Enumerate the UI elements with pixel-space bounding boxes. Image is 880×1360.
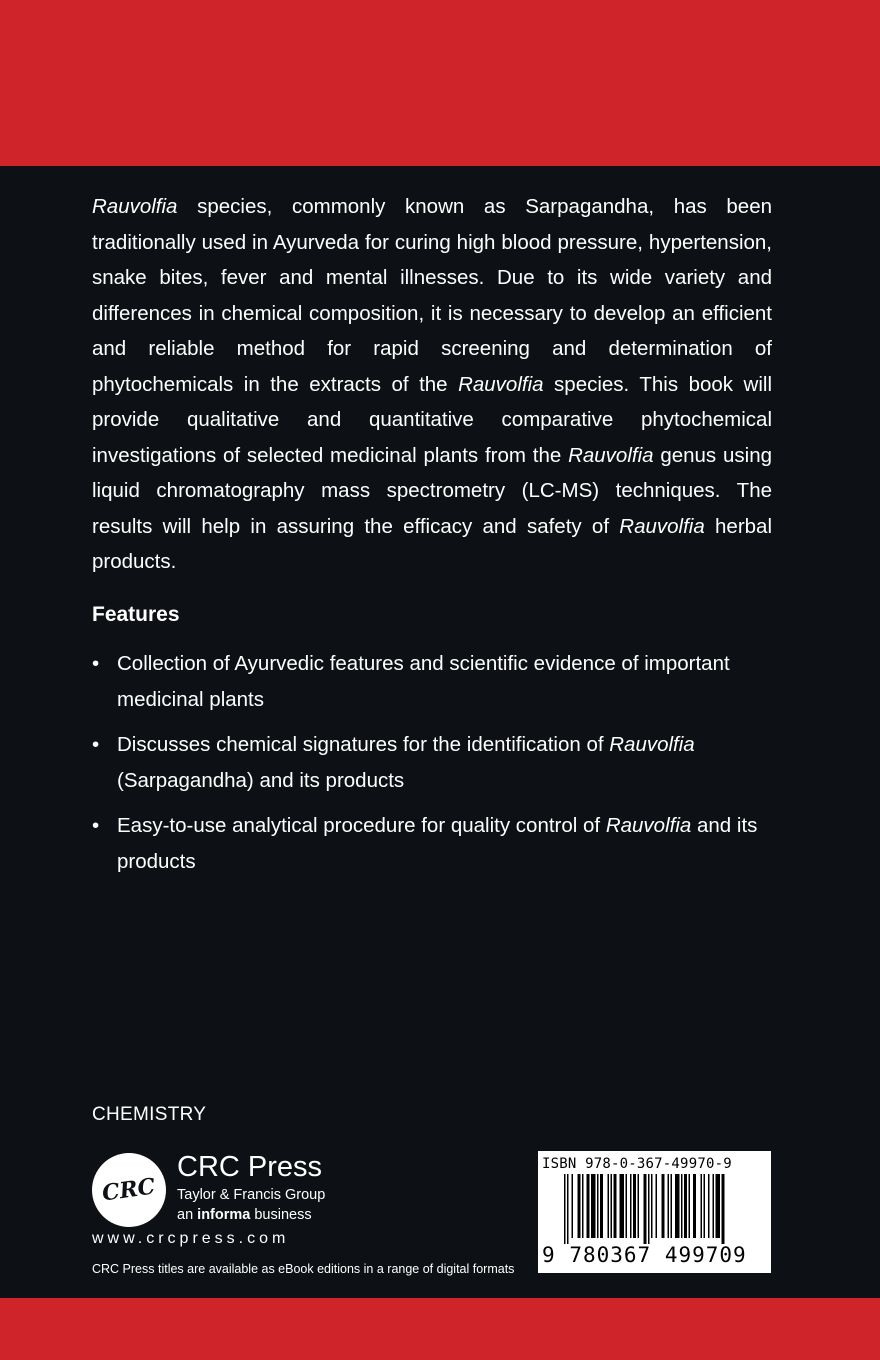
barcode-bar	[620, 1174, 625, 1238]
barcode-bar	[656, 1174, 658, 1238]
genus-name: Rauvolfia	[458, 372, 544, 396]
feature-text: (Sarpagandha) and its products	[117, 768, 405, 792]
barcode-bar	[587, 1174, 590, 1238]
barcode-bar	[591, 1174, 596, 1238]
ean-first-digit: 9	[542, 1243, 556, 1267]
feature-text: Collection of Ayurvedic features and scientific evidence of important medicinal plants	[117, 652, 730, 711]
bullet-icon: •	[92, 814, 100, 837]
bottom-red-band	[0, 1298, 880, 1360]
genus-name: Rauvolfia	[92, 195, 178, 218]
barcode-bar	[630, 1174, 632, 1238]
blurb-text: species. This book will provide qualitative and quantitative comparative phytochemical investigations of selected medicinal plants from the	[92, 372, 773, 467]
feature-item	[92, 646, 782, 717]
barcode-bar	[582, 1174, 584, 1238]
blurb-text: herbal products.	[92, 514, 772, 573]
barcode-bar	[701, 1174, 703, 1238]
barcode-bar	[675, 1174, 680, 1238]
publisher-tagline	[177, 1205, 325, 1225]
feature-item	[92, 808, 782, 879]
genus-name: Rauvolfia	[568, 443, 654, 467]
publisher-block	[177, 1151, 325, 1225]
barcode-bar	[608, 1174, 610, 1238]
blurb-text: genus using liquid chromatography mass spectrometry (LC-MS) techniques. The results will help in assuring the efficacy and safety of	[92, 443, 772, 538]
subject-category: CHEMISTRY	[92, 1104, 207, 1125]
barcode-bar	[713, 1174, 715, 1238]
genus-name: Rauvolfia	[619, 514, 705, 538]
barcode-bar	[668, 1174, 670, 1238]
features-heading: Features	[92, 603, 180, 626]
barcode-bar	[648, 1174, 650, 1244]
barcode-bar	[600, 1174, 603, 1238]
publisher-group: Taylor & Francis Group	[177, 1187, 326, 1203]
barcode-bar	[716, 1174, 721, 1238]
feature-item	[92, 727, 782, 798]
barcode-bar	[611, 1174, 613, 1238]
barcode-bar	[681, 1174, 683, 1238]
tagline-text: an	[177, 1207, 198, 1223]
top-red-band	[0, 0, 880, 166]
tagline-brand: informa	[197, 1207, 251, 1223]
ean-rest-digits: 780367 499709	[569, 1243, 747, 1267]
barcode-bar	[614, 1174, 617, 1238]
feature-text: and its products	[117, 814, 758, 873]
publisher-name: CRC Press	[177, 1151, 323, 1183]
tagline-text: business	[250, 1207, 312, 1223]
barcode-bar	[567, 1174, 569, 1244]
ean-digits	[542, 1244, 767, 1266]
back-cover-blurb	[92, 189, 772, 580]
barcode-bar	[671, 1174, 673, 1238]
feature-text: Discusses chemical signatures for the identification of	[117, 733, 610, 756]
barcode-bar	[644, 1174, 647, 1244]
barcode-bar	[662, 1174, 665, 1238]
blurb-text: species, commonly known as Sarpagandha, has been traditionally used in Ayurveda for curing high blood pressure, hypertension, snake bites, fever and mental illnesses. Due to its wide variety and differences in chemical composition, it is necessary to develop an efficient and reliable method for rapid screening and determination of phytochemicals in the extracts of the	[92, 195, 772, 396]
barcode-box	[538, 1151, 771, 1273]
bullet-icon: •	[92, 652, 100, 675]
barcode-bar	[651, 1174, 653, 1238]
barcode-bars	[542, 1174, 767, 1244]
logo-text: CRC	[100, 1173, 158, 1207]
feature-text: Easy-to-use analytical procedure for quality control of	[117, 814, 606, 837]
barcode-bar	[578, 1174, 581, 1238]
ebook-note: CRC Press titles are available as eBook editions in a range of digital formats	[92, 1262, 515, 1276]
barcode-bar	[597, 1174, 599, 1238]
isbn-text: ISBN 978-0-367-49970-9	[542, 1156, 732, 1172]
bullet-icon: •	[92, 733, 100, 756]
publisher-website: www.crcpress.com	[92, 1230, 290, 1247]
barcode-bar	[689, 1174, 691, 1238]
barcode-bar	[633, 1174, 636, 1238]
barcode-bar	[626, 1174, 628, 1238]
genus-name: Rauvolfia	[605, 814, 692, 837]
barcode-bar	[693, 1174, 696, 1238]
crc-logo-icon	[92, 1153, 166, 1227]
barcode-bar	[708, 1174, 710, 1238]
genus-name: Rauvolfia	[609, 733, 695, 756]
barcode-bar	[722, 1174, 725, 1244]
barcode-bar	[564, 1174, 566, 1244]
features-list	[92, 646, 782, 889]
barcode-bar	[684, 1174, 687, 1238]
barcode-bar	[638, 1174, 640, 1238]
barcode-bar	[572, 1174, 574, 1238]
barcode-bar	[704, 1174, 706, 1238]
